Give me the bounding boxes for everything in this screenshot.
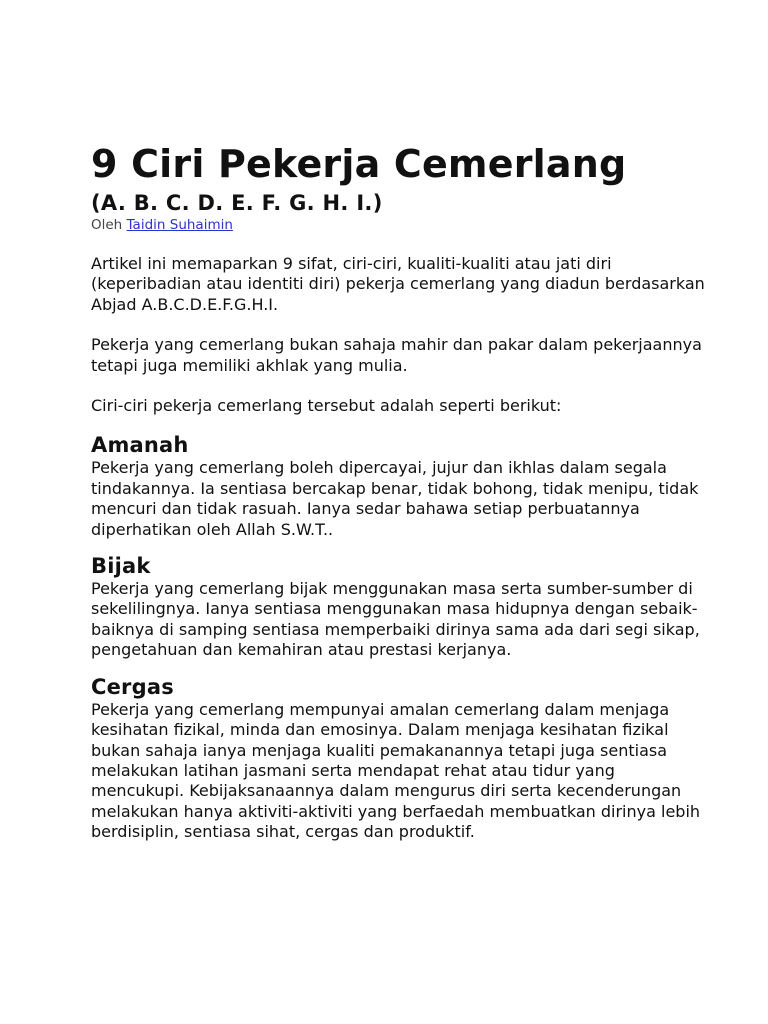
author-link[interactable]: Taidin Suhaimin	[126, 217, 233, 233]
section-heading-bijak: Bijak	[91, 554, 151, 579]
byline-prefix: Oleh	[91, 217, 123, 233]
page-title: 9 Ciri Pekerja Cemerlang	[91, 142, 627, 186]
byline	[91, 216, 708, 234]
section-heading-amanah: Amanah	[91, 433, 189, 458]
section-body-bijak: Pekerja yang cemerlang bijak menggunakan masa serta sumber-sumber di sekelilingnya. Ianya sentiasa menggunakan masa hidupnya dengan sebaik-baiknya di samping sentiasa memperbaiki dirinya sama ada dari segi sikap, pengetahuan dan kemahiran atau prestasi kerjanya.	[91, 579, 700, 660]
section-heading-cergas: Cergas	[91, 674, 174, 699]
body-paragraph: Pekerja yang cemerlang bukan sahaja mahir dan pakar dalam pekerjaannya tetapi juga memiliki akhlak yang mulia.	[91, 335, 702, 375]
body-paragraph: Ciri-ciri pekerja cemerlang tersebut adalah seperti berikut:	[91, 396, 562, 416]
intro-paragraph: Artikel ini memaparkan 9 sifat, ciri-ciri, kualiti-kualiti atau jati diri (keperibadian atau identiti diri) pekerja cemerlang yang diadun berdasarkan Abjad A.B.C.D.E.F.G.H.I.	[91, 254, 705, 314]
section-body-cergas: Pekerja yang cemerlang mempunyai amalan cemerlang dalam menjaga kesihatan fizikal, minda dan emosinya. Dalam menjaga kesihatan fizikal bukan sahaja ianya menjaga kualiti pemakanannya tetapi juga sentiasa melakukan latihan jasmani serta mendapat rehat atau tidur yang mencukupi. Kebijaksanaannya dalam mengurus diri serta kecenderungan melakukan hanya aktiviti-aktiviti yang berfaedah membuatkan dirinya lebih berdisiplin, sentiasa sihat, cergas dan produktif.	[91, 699, 701, 842]
section-body-amanah: Pekerja yang cemerlang boleh dipercayai, jujur dan ikhlas dalam segala tindakannya. Ia sentiasa bercakap benar, tidak bohong, tidak menipu, tidak mencuri dan tidak rasuah. Ianya sedar bahawa setiap perbuatannya diperhatikan oleh Allah S.W.T..	[91, 458, 699, 539]
page-subtitle: (A. B. C. D. E. F. G. H. I.)	[91, 191, 383, 215]
